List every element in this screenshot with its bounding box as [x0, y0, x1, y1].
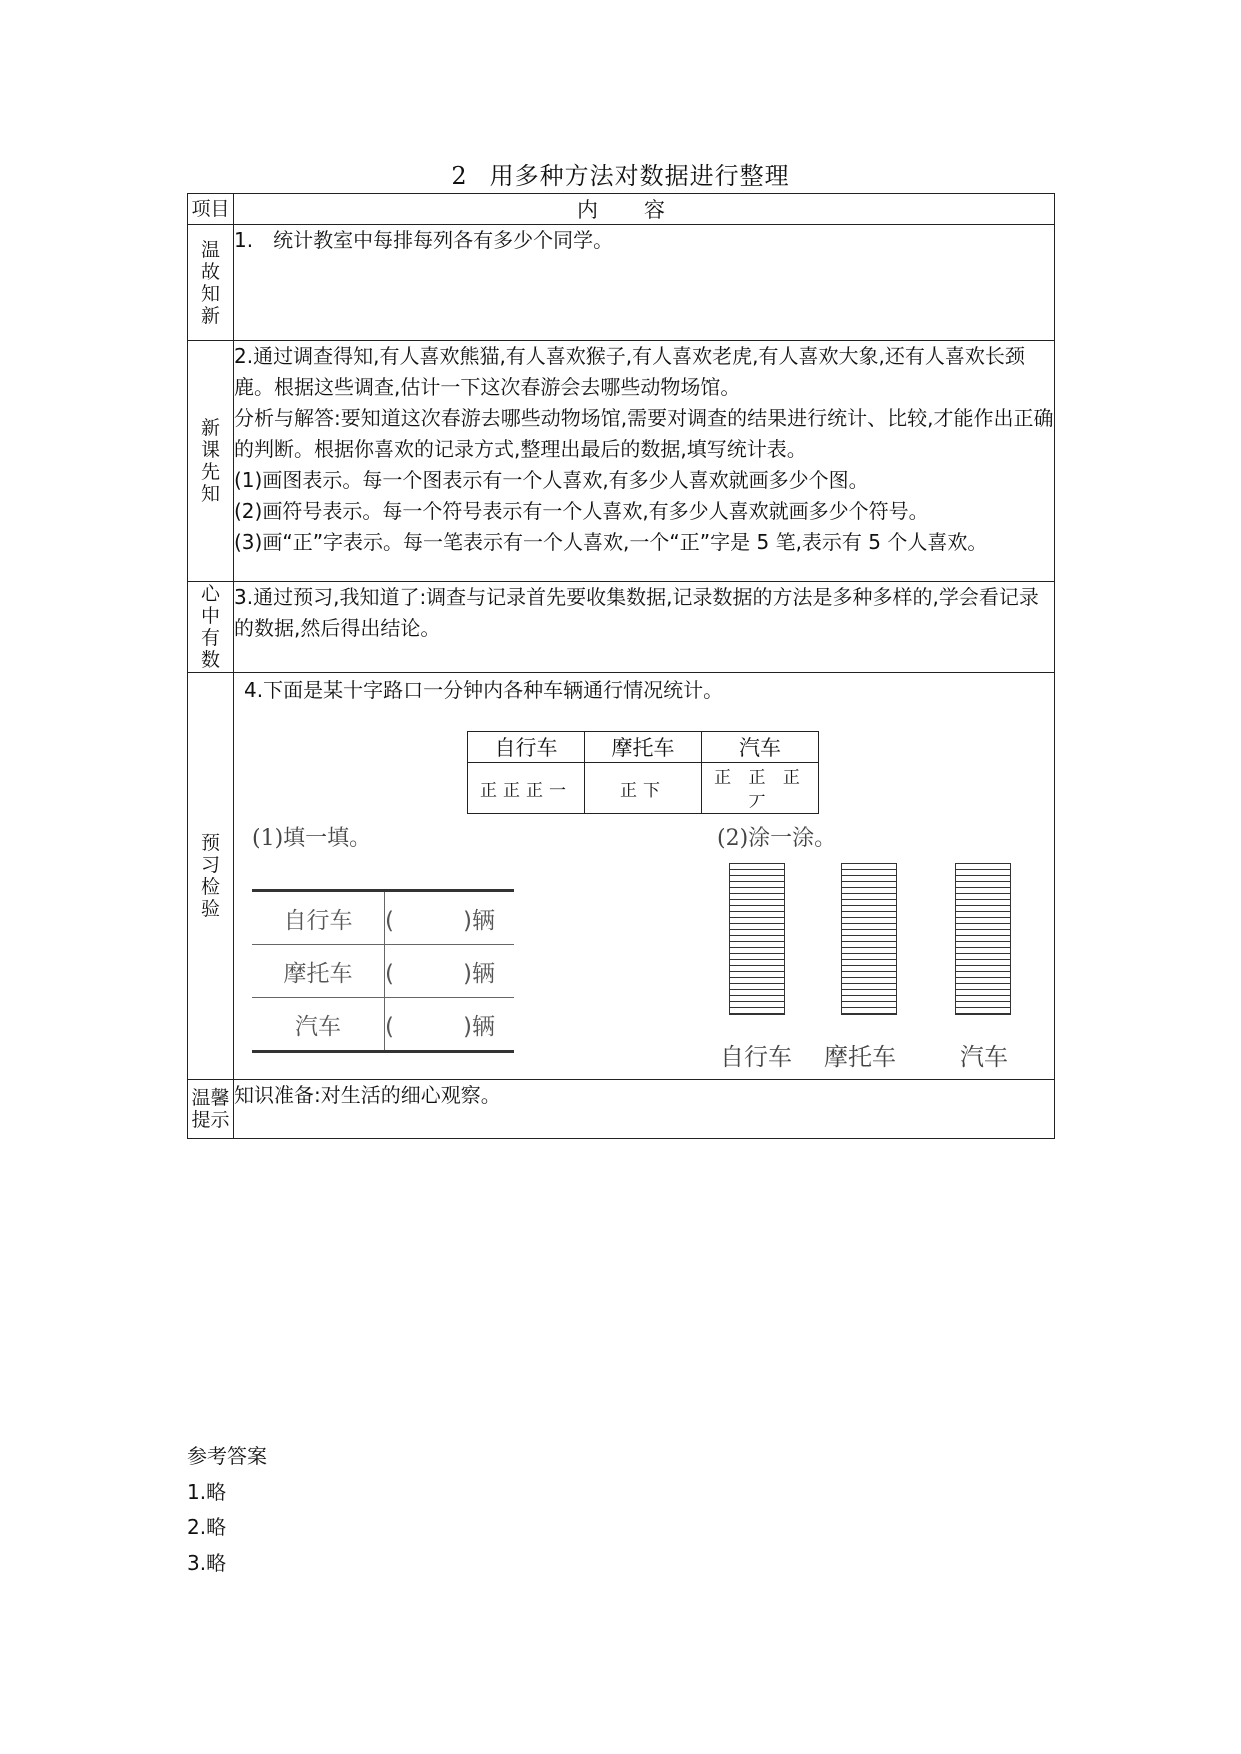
answer-heading: 参考答案	[187, 1444, 267, 1468]
question-1: 1. 统计教室中每排每列各有多少个同学。	[234, 228, 614, 252]
title-number: 2	[451, 162, 468, 190]
lesson-table	[187, 193, 1055, 1139]
row-label	[188, 341, 234, 582]
row-label	[188, 673, 234, 1080]
fill-vehicle: 汽车	[252, 998, 385, 1052]
bar-label: 自行车	[720, 1043, 792, 1071]
table-row	[188, 582, 1055, 673]
row-label-text: 心中有数	[200, 583, 220, 671]
row-content	[234, 225, 1055, 341]
tally-marks: 正正正一	[468, 763, 585, 814]
table-row	[188, 341, 1055, 582]
fill-blank[interactable]: ( )辆	[385, 998, 515, 1052]
color-bar-bicycle[interactable]	[729, 863, 785, 1015]
row-content	[234, 582, 1055, 673]
analysis-text: 分析与解答:要知道这次春游去哪些动物场馆,需要对调查的结果进行统计、比较,才能作出正确的判断。根据你喜欢的记录方式,整理出最后的数据,填写统计表。	[234, 406, 1054, 461]
row-label	[188, 1080, 234, 1139]
method-2: (2)画符号表示。每一个符号表示有一个人喜欢,有多少人喜欢就画多少个符号。	[234, 499, 929, 523]
table-header-row	[188, 194, 1055, 225]
method-1: (1)画图表示。每一个图表示有一个人喜欢,有多少人喜欢就画多少个图。	[234, 468, 869, 492]
row-content	[234, 1080, 1055, 1139]
fill-blank[interactable]: ( )辆	[385, 891, 515, 945]
row-label-text: 新课先知	[200, 417, 220, 505]
answer-item: 3.略	[187, 1550, 227, 1575]
fill-row	[252, 945, 514, 998]
bar-label: 摩托车	[824, 1043, 896, 1071]
tally-header: 摩托车	[585, 732, 702, 763]
question-2: 2.通过调查得知,有人喜欢熊猫,有人喜欢猴子,有人喜欢老虎,有人喜欢大象,还有人喜欢长颈鹿。根据这些调查,估计一下这次春游会去哪些动物场馆。	[234, 344, 1025, 399]
question-4: 4.下面是某十字路口一分钟内各种车辆通行情况统计。	[244, 678, 724, 702]
answer-item: 1.略	[187, 1479, 227, 1504]
title-text: 用多种方法对数据进行整理	[489, 162, 790, 190]
tally-header: 自行车	[468, 732, 585, 763]
row-label	[188, 582, 234, 673]
row-label-text: 温故知新	[200, 238, 220, 327]
tally-marks: 正下	[585, 763, 702, 814]
fill-blank[interactable]: ( )辆	[385, 945, 515, 998]
tally-table	[467, 731, 819, 814]
tip-text: 知识准备:对生活的细心观察。	[234, 1083, 501, 1107]
color-bar-motorcycle[interactable]	[841, 863, 897, 1015]
tally-marks: 正 正 正 丆	[702, 763, 819, 814]
bar-label: 汽车	[960, 1043, 1008, 1071]
table-row	[188, 673, 1055, 1080]
fill-table	[252, 889, 514, 1053]
color-bar-car[interactable]	[955, 863, 1011, 1015]
tally-header: 汽车	[702, 732, 819, 763]
fill-row	[252, 891, 514, 945]
color-title: (2)涂一涂。	[717, 826, 837, 851]
row-label-text: 温馨提示	[191, 1087, 230, 1131]
row-label	[188, 225, 234, 341]
page-title	[0, 156, 1241, 191]
answer-item: 2.略	[187, 1515, 227, 1539]
row-content	[234, 673, 1055, 1080]
header-project: 项目	[188, 194, 234, 225]
fill-title: (1)填一填。	[252, 826, 372, 851]
fill-vehicle: 摩托车	[252, 945, 385, 998]
question-3: 3.通过预习,我知道了:调查与记录首先要收集数据,记录数据的方法是多种多样的,学会看记录的数据,然后得出结论。	[234, 585, 1039, 640]
answer-section	[187, 1440, 267, 1582]
method-3: (3)画“正”字表示。每一笔表示有一个人喜欢,一个“正”字是 5 笔,表示有 5 个人喜欢。	[234, 530, 988, 554]
table-row	[188, 225, 1055, 341]
header-content: 内容	[234, 194, 1055, 225]
row-label-text: 预习检验	[200, 832, 220, 920]
row-content	[234, 341, 1055, 582]
exercise-panel	[234, 673, 1054, 1079]
table-row	[188, 1080, 1055, 1139]
fill-vehicle: 自行车	[252, 891, 385, 945]
fill-row	[252, 998, 514, 1052]
